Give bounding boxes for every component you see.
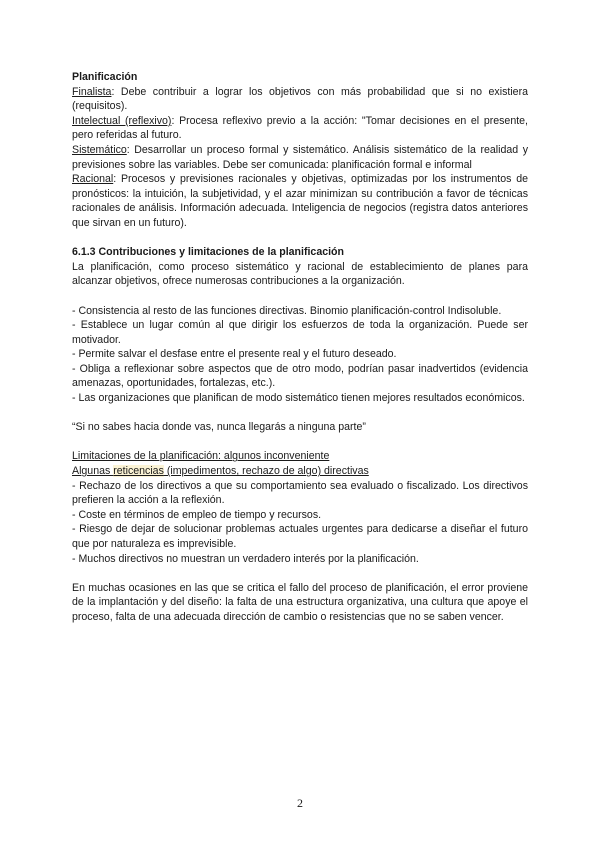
list-item-limitacion: - Muchos directivos no muestran un verdadero interés por la planificación. — [72, 552, 419, 565]
subheading-reticencias-post: (impedimentos, rechazo de algo) directivas — [163, 465, 369, 478]
page-number: 2 — [297, 796, 303, 810]
quote: “Si no sabes hacia donde vas, nunca llegarás a ninguna parte” — [72, 421, 366, 434]
subheading-limitaciones: Limitaciones de la planificación: algunos inconveniente — [72, 450, 330, 463]
list-item-limitacion: - Riesgo de dejar de solucionar problemas actuales urgentes para dedicarse a diseñar el futuro que por naturaleza es imprevisible. — [72, 523, 528, 550]
highlighted-word: reticencias — [113, 465, 164, 478]
section-title-planificacion: Planificación — [72, 71, 138, 83]
list-item-contribucion: - Establece un lugar común al que dirigir los esfuerzos de toda la organización. Puede ser motivador. — [72, 319, 528, 346]
paragraph-closing: En muchas ocasiones en las que se critica el fallo del proceso de planificación, el error proviene de la implantación y del diseño: la falta de una estructura organizativa, una cultura que apoye el proceso, falta de una adecuada dirección de cambio o resistencias que no se saben vencer. — [72, 581, 528, 623]
paragraph-racional — [72, 172, 528, 230]
text-racional: : Procesos y previsiones racionales y objetivas, optimizadas por los instrumentos de pronósticos: la intuición, la subjetividad, y el azar minimizan su contribución a favor de técnicas racionales de análisis. Información adecuada. Inteligencia de negocios (registra datos anteriores que sirvan en un futuro). — [72, 173, 528, 229]
subheading-reticencias-pre: Algunas — [72, 465, 114, 478]
paragraph-finalista — [72, 85, 528, 114]
subheading-reticencias — [72, 464, 528, 479]
spacer — [72, 289, 528, 304]
paragraph-intelectual — [72, 114, 528, 143]
text-intelectual: : Procesa reflexivo previo a la acción: "Tomar decisiones en el presente, pero referidas al futuro. — [72, 114, 528, 142]
list-item-contribucion: - Obliga a reflexionar sobre aspectos que de otro modo, podrían pasar inadvertidos (evidencia amenazas, oportunidades, fortalezas, etc.). — [72, 362, 528, 390]
paragraph-contribuciones-intro: La planificación, como proceso sistemático y racional de establecimiento de planes para alcanzar objetivos, ofrece numerosas contribuciones a la organización. — [72, 260, 528, 288]
term-finalista: Finalista — [72, 85, 112, 98]
term-sistematico: Sistemático — [72, 143, 127, 156]
list-item-contribucion: - Permite salvar el desfase entre el presente real y el futuro deseado. — [72, 348, 397, 361]
spacer — [72, 231, 528, 246]
spacer — [72, 435, 528, 450]
spacer — [72, 566, 528, 581]
text-finalista: : Debe contribuir a lograr los objetivos con más probabilidad que si no existiera (requisitos). — [72, 85, 528, 113]
spacer — [72, 406, 528, 421]
term-intelectual: Intelectual (reflexivo) — [72, 114, 172, 127]
list-item-limitacion: - Coste en términos de empleo de tiempo y recursos. — [72, 508, 322, 521]
term-racional: Racional — [72, 173, 114, 186]
list-item-limitacion: - Rechazo de los directivos a que su comportamiento sea evaluado o fiscalizado. Los directivos prefieren la acción a la reflexión. — [72, 479, 528, 507]
section-heading-contribuciones: 6.1.3 Contribuciones y limitaciones de la planificación — [72, 246, 344, 259]
list-item-contribucion: - Las organizaciones que planifican de modo sistemático tienen mejores resultados económicos. — [72, 392, 525, 405]
paragraph-sistematico — [72, 143, 528, 172]
text-sistematico: : Desarrollar un proceso formal y sistemático. Análisis sistemático de la realidad y previsiones sobre las variables. Debe ser comunicada: planificación formal e informal — [72, 143, 528, 171]
list-item-contribucion: - Consistencia al resto de las funciones directivas. Binomio planificación-control Indisoluble. — [72, 304, 502, 317]
document-page — [72, 70, 528, 625]
